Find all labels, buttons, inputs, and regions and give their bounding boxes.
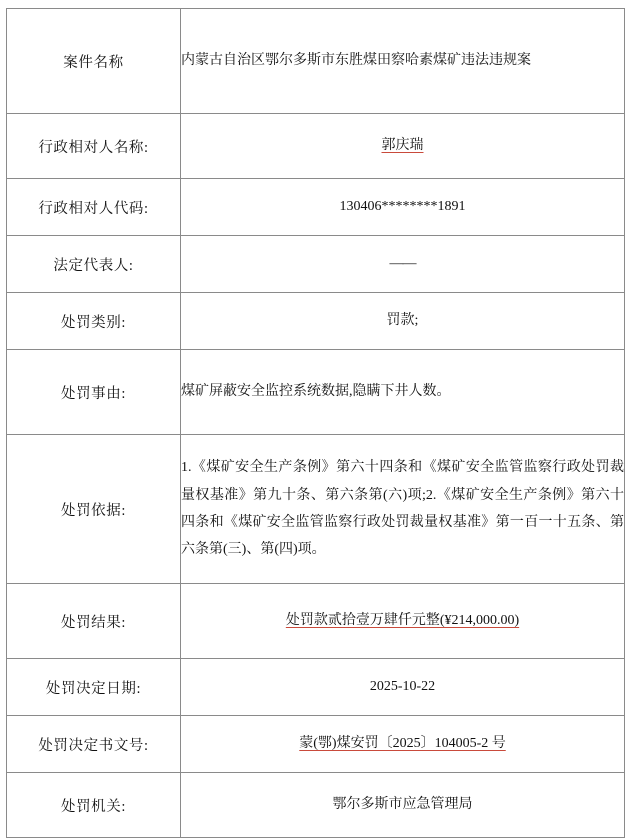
row-label: 处罚机关: — [7, 773, 181, 838]
row-label: 法定代表人: — [7, 236, 181, 293]
table-row — [7, 716, 625, 773]
row-value: 鄂尔多斯市应急管理局 — [181, 773, 625, 838]
table-row — [7, 236, 625, 293]
row-value: 1.《煤矿安全生产条例》第六十四条和《煤矿安全监管监察行政处罚裁量权基准》第九十条、第六条第(六)项;2.《煤矿安全生产条例》第六十四条和《煤矿安全监管监察行政处罚裁量权基准》第一百一十五条、第六条第(三)、第(四)项。 — [181, 435, 625, 584]
table-row — [7, 293, 625, 350]
row-value-text: 郭庆瑞 — [381, 138, 424, 154]
row-value: —— — [181, 236, 625, 293]
table-row — [7, 584, 625, 659]
row-value-text: 处罚款贰拾壹万肆仟元整(¥214,000.00) — [285, 613, 520, 629]
row-value: 内蒙古自治区鄂尔多斯市东胜煤田察哈素煤矿违法违规案 — [181, 9, 625, 114]
row-value — [181, 584, 625, 659]
row-label: 行政相对人名称: — [7, 114, 181, 179]
table-row — [7, 179, 625, 236]
row-label: 行政相对人代码: — [7, 179, 181, 236]
table-row — [7, 435, 625, 584]
row-label: 处罚决定书文号: — [7, 716, 181, 773]
table-row — [7, 773, 625, 838]
row-value: 煤矿屏蔽安全监控系统数据,隐瞒下井人数。 — [181, 350, 625, 435]
row-label: 案件名称 — [7, 9, 181, 114]
penalty-info-table — [6, 8, 625, 838]
table-row — [7, 9, 625, 114]
row-value: 2025-10-22 — [181, 659, 625, 716]
row-value — [181, 114, 625, 179]
row-value — [181, 716, 625, 773]
table-row — [7, 350, 625, 435]
row-value-text: 蒙(鄂)煤安罚〔2025〕104005-2 号 — [299, 736, 506, 752]
row-value: 130406********1891 — [181, 179, 625, 236]
table-row — [7, 659, 625, 716]
row-label: 处罚结果: — [7, 584, 181, 659]
row-label: 处罚依据: — [7, 435, 181, 584]
table-row — [7, 114, 625, 179]
row-label: 处罚类别: — [7, 293, 181, 350]
row-label: 处罚决定日期: — [7, 659, 181, 716]
penalty-info-table-body — [7, 9, 625, 838]
row-value: 罚款; — [181, 293, 625, 350]
row-label: 处罚事由: — [7, 350, 181, 435]
